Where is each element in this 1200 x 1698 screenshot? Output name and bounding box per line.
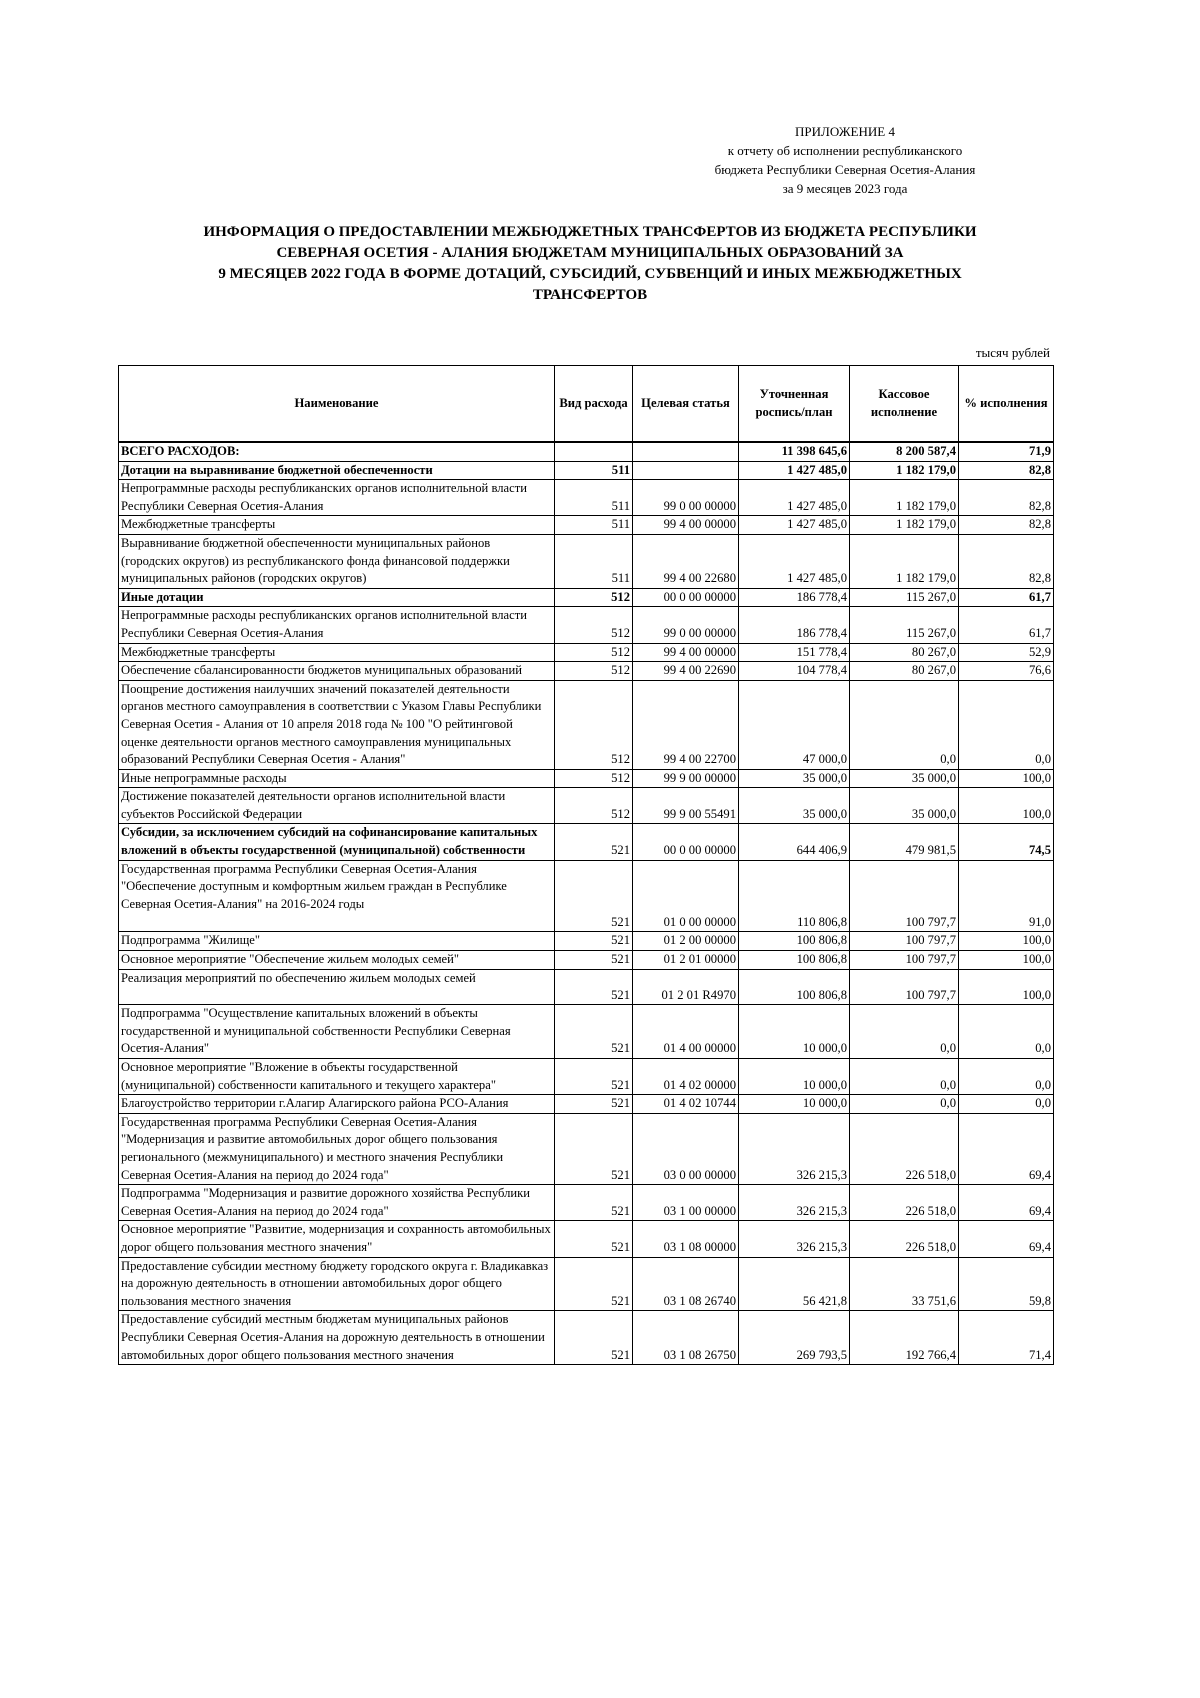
cell-expense-type: 512	[555, 588, 633, 607]
cell-execution: 100 797,7	[850, 932, 959, 951]
header-percent: % исполнения	[959, 366, 1054, 443]
table-row	[119, 1221, 1054, 1257]
cell-plan: 10 000,0	[739, 1005, 850, 1059]
cell-name: Государственная программа Республики Северная Осетия-Алания "Модернизация и развитие автомобильных дорог общего пользования регионального (межмуниципального) и местного значения Республики Северная Осетия-Алания на период до 2024 года"	[119, 1113, 555, 1184]
cell-name: Выравнивание бюджетной обеспеченности муниципальных районов (городских округов) из республиканского фонда финансовой поддержки муниципальных районов (городских округов)	[119, 534, 555, 588]
cell-name: Благоустройство территории г.Алагир Алагирского района РСО-Алания	[119, 1095, 555, 1114]
cell-plan: 326 215,3	[739, 1113, 850, 1184]
cell-percent: 69,4	[959, 1113, 1054, 1184]
cell-percent: 100,0	[959, 932, 1054, 951]
cell-expense-type: 512	[555, 769, 633, 788]
cell-percent: 76,6	[959, 662, 1054, 681]
cell-target-article: 01 4 02 10744	[633, 1095, 739, 1114]
header-expense-type: Вид расхода	[555, 366, 633, 443]
cell-expense-type: 521	[555, 951, 633, 970]
table-row	[119, 932, 1054, 951]
cell-expense-type: 511	[555, 461, 633, 480]
cell-execution: 100 797,7	[850, 951, 959, 970]
cell-name: Иные непрограммные расходы	[119, 769, 555, 788]
cell-target-article: 99 0 00 00000	[633, 607, 739, 643]
cell-execution: 226 518,0	[850, 1113, 959, 1184]
appendix-number: ПРИЛОЖЕНИЕ 4	[795, 124, 895, 139]
cell-percent: 100,0	[959, 969, 1054, 1005]
table-row	[119, 1113, 1054, 1184]
table-row	[119, 1095, 1054, 1114]
cell-name: Реализация мероприятий по обеспечению жильем молодых семей	[119, 969, 555, 1005]
cell-target-article: 03 1 00 00000	[633, 1185, 739, 1221]
cell-execution: 1 182 179,0	[850, 461, 959, 480]
cell-name: Государственная программа Республики Северная Осетия-Алания "Обеспечение доступным и комфортным жильем граждан в Республике Северная Осетия-Алания" на 2016-2024 годы	[119, 860, 555, 932]
cell-percent: 91,0	[959, 860, 1054, 932]
cell-target-article: 99 4 00 00000	[633, 516, 739, 535]
cell-plan: 326 215,3	[739, 1221, 850, 1257]
cell-plan: 151 778,4	[739, 643, 850, 662]
cell-expense-type: 512	[555, 662, 633, 681]
cell-target-article: 99 9 00 55491	[633, 788, 739, 824]
cell-percent: 61,7	[959, 607, 1054, 643]
cell-target-article: 01 2 01 00000	[633, 951, 739, 970]
cell-percent: 59,8	[959, 1257, 1054, 1311]
table-row	[119, 516, 1054, 535]
cell-execution: 115 267,0	[850, 607, 959, 643]
cell-percent: 82,8	[959, 534, 1054, 588]
cell-percent: 71,4	[959, 1311, 1054, 1365]
cell-expense-type: 521	[555, 1257, 633, 1311]
cell-percent: 69,4	[959, 1185, 1054, 1221]
cell-target-article: 01 4 00 00000	[633, 1005, 739, 1059]
cell-execution: 115 267,0	[850, 588, 959, 607]
cell-target-article: 03 0 00 00000	[633, 1113, 739, 1184]
cell-name: Подпрограмма "Осуществление капитальных вложений в объекты государственной и муниципальной собственности Республики Северная Осетия-Алания"	[119, 1005, 555, 1059]
cell-name: Дотации на выравнивание бюджетной обеспеченности	[119, 461, 555, 480]
cell-expense-type: 511	[555, 480, 633, 516]
cell-expense-type: 521	[555, 1059, 633, 1095]
cell-percent: 0,0	[959, 1059, 1054, 1095]
cell-target-article: 99 4 00 22690	[633, 662, 739, 681]
cell-plan: 10 000,0	[739, 1059, 850, 1095]
cell-plan: 1 427 485,0	[739, 461, 850, 480]
cell-execution: 1 182 179,0	[850, 516, 959, 535]
cell-expense-type: 521	[555, 1221, 633, 1257]
table-row	[119, 680, 1054, 769]
cell-percent: 82,8	[959, 480, 1054, 516]
cell-plan: 104 778,4	[739, 662, 850, 681]
cell-target-article: 03 1 08 00000	[633, 1221, 739, 1257]
cell-target-article: 00 0 00 00000	[633, 588, 739, 607]
cell-target-article	[633, 461, 739, 480]
cell-expense-type	[555, 442, 633, 461]
cell-execution: 226 518,0	[850, 1221, 959, 1257]
cell-name: Подпрограмма "Жилище"	[119, 932, 555, 951]
cell-percent: 71,9	[959, 442, 1054, 461]
table-row	[119, 1005, 1054, 1059]
cell-percent: 74,5	[959, 824, 1054, 860]
cell-percent: 82,8	[959, 461, 1054, 480]
cell-execution: 0,0	[850, 680, 959, 769]
table-row	[119, 824, 1054, 860]
cell-percent: 100,0	[959, 788, 1054, 824]
appendix-header	[640, 122, 1050, 198]
cell-expense-type: 521	[555, 969, 633, 1005]
cell-plan: 1 427 485,0	[739, 534, 850, 588]
cell-expense-type: 512	[555, 643, 633, 662]
cell-execution: 35 000,0	[850, 788, 959, 824]
cell-plan: 186 778,4	[739, 588, 850, 607]
table-row	[119, 442, 1054, 461]
cell-execution: 1 182 179,0	[850, 534, 959, 588]
cell-plan: 47 000,0	[739, 680, 850, 769]
cell-name: Иные дотации	[119, 588, 555, 607]
table-row	[119, 662, 1054, 681]
cell-execution: 35 000,0	[850, 769, 959, 788]
appendix-line: за 9 месяцев 2023 года	[782, 181, 908, 196]
cell-name: Обеспечение сбалансированности бюджетов муниципальных образований	[119, 662, 555, 681]
cell-plan: 1 427 485,0	[739, 480, 850, 516]
table-row	[119, 1257, 1054, 1311]
header-name: Наименование	[119, 366, 555, 443]
cell-target-article: 01 4 02 00000	[633, 1059, 739, 1095]
cell-plan: 1 427 485,0	[739, 516, 850, 535]
table-row	[119, 1185, 1054, 1221]
cell-target-article: 03 1 08 26750	[633, 1311, 739, 1365]
cell-name: Предоставление субсидии местному бюджету городского округа г. Владикавказ на дорожную деятельность в отношении автомобильных дорог общего пользования местного значения	[119, 1257, 555, 1311]
cell-expense-type: 521	[555, 860, 633, 932]
cell-plan: 644 406,9	[739, 824, 850, 860]
cell-target-article: 00 0 00 00000	[633, 824, 739, 860]
cell-name: Достижение показателей деятельности органов исполнительной власти субъектов Российской Федерации	[119, 788, 555, 824]
document-title	[150, 222, 1030, 306]
cell-expense-type: 521	[555, 932, 633, 951]
header-plan: Уточненная роспись/план	[739, 366, 850, 443]
cell-plan: 56 421,8	[739, 1257, 850, 1311]
cell-percent: 52,9	[959, 643, 1054, 662]
cell-execution: 0,0	[850, 1005, 959, 1059]
cell-name: Непрограммные расходы республиканских органов исполнительной власти Республики Северная Осетия-Алания	[119, 480, 555, 516]
table-row	[119, 969, 1054, 1005]
cell-execution: 479 981,5	[850, 824, 959, 860]
cell-plan: 35 000,0	[739, 788, 850, 824]
cell-target-article: 99 0 00 00000	[633, 480, 739, 516]
cell-target-article: 01 0 00 00000	[633, 860, 739, 932]
cell-expense-type: 512	[555, 680, 633, 769]
cell-target-article: 99 9 00 00000	[633, 769, 739, 788]
table-row	[119, 534, 1054, 588]
appendix-line: бюджета Республики Северная Осетия-Алания	[714, 162, 976, 177]
table-row	[119, 588, 1054, 607]
table-row	[119, 860, 1054, 932]
cell-percent: 100,0	[959, 951, 1054, 970]
cell-plan: 11 398 645,6	[739, 442, 850, 461]
cell-name: Основное мероприятие "Вложение в объекты государственной (муниципальной) собственности капитального и текущего характера"	[119, 1059, 555, 1095]
table-row	[119, 1059, 1054, 1095]
cell-expense-type: 521	[555, 1113, 633, 1184]
cell-target-article: 99 4 00 00000	[633, 643, 739, 662]
cell-name: Межбюджетные трансферты	[119, 643, 555, 662]
cell-plan: 326 215,3	[739, 1185, 850, 1221]
table-row	[119, 461, 1054, 480]
cell-target-article	[633, 442, 739, 461]
cell-expense-type: 512	[555, 607, 633, 643]
cell-plan: 100 806,8	[739, 932, 850, 951]
cell-plan: 100 806,8	[739, 969, 850, 1005]
title-line: СЕВЕРНАЯ ОСЕТИЯ - АЛАНИЯ БЮДЖЕТАМ МУНИЦИПАЛЬНЫХ ОБРАЗОВАНИЙ ЗА	[276, 245, 904, 261]
cell-execution: 226 518,0	[850, 1185, 959, 1221]
cell-plan: 110 806,8	[739, 860, 850, 932]
header-execution: Кассовое исполнение	[850, 366, 959, 443]
units-label: тысяч рублей	[975, 345, 1050, 360]
appendix-line: к отчету об исполнении республиканского	[727, 143, 963, 158]
table-row	[119, 607, 1054, 643]
cell-plan: 10 000,0	[739, 1095, 850, 1114]
cell-name: Поощрение достижения наилучших значений показателей деятельности органов местного самоуправления в соответствии с Указом Главы Республики Северная Осетия - Алания от 10 апреля 2018 года № 100 "О рейтинговой оценке деятельности органов местного самоуправления муниципальных образований Республики Северная Осетия - Алания"	[119, 680, 555, 769]
cell-percent: 100,0	[959, 769, 1054, 788]
table-row	[119, 769, 1054, 788]
title-line: ТРАНСФЕРТОВ	[532, 287, 648, 303]
cell-expense-type: 511	[555, 516, 633, 535]
cell-name: ВСЕГО РАСХОДОВ:	[119, 442, 555, 461]
cell-name: Межбюджетные трансферты	[119, 516, 555, 535]
cell-percent: 0,0	[959, 1005, 1054, 1059]
cell-plan: 100 806,8	[739, 951, 850, 970]
cell-expense-type: 521	[555, 1311, 633, 1365]
cell-name: Предоставление субсидий местным бюджетам муниципальных районов Республики Северная Осетия-Алания на дорожную деятельность в отношении автомобильных дорог общего пользования местного значения	[119, 1311, 555, 1365]
cell-expense-type: 521	[555, 824, 633, 860]
cell-execution: 1 182 179,0	[850, 480, 959, 516]
cell-expense-type: 512	[555, 788, 633, 824]
cell-percent: 69,4	[959, 1221, 1054, 1257]
cell-execution: 33 751,6	[850, 1257, 959, 1311]
cell-target-article: 99 4 00 22700	[633, 680, 739, 769]
header-target-article: Целевая статья	[633, 366, 739, 443]
cell-execution: 0,0	[850, 1059, 959, 1095]
cell-plan: 35 000,0	[739, 769, 850, 788]
cell-name: Подпрограмма "Модернизация и развитие дорожного хозяйства Республики Северная Осетия-Алания на период до 2024 года"	[119, 1185, 555, 1221]
cell-execution: 8 200 587,4	[850, 442, 959, 461]
cell-expense-type: 511	[555, 534, 633, 588]
cell-target-article: 01 2 00 00000	[633, 932, 739, 951]
cell-name: Основное мероприятие "Развитие, модернизация и сохранность автомобильных дорог общего пользования местного значения"	[119, 1221, 555, 1257]
transfers-table	[118, 365, 1054, 1365]
cell-name: Основное мероприятие "Обеспечение жильем молодых семей"	[119, 951, 555, 970]
cell-execution: 80 267,0	[850, 662, 959, 681]
cell-name: Субсидии, за исключением субсидий на софинансирование капитальных вложений в объекты государственной (муниципальной) собственности	[119, 824, 555, 860]
cell-percent: 61,7	[959, 588, 1054, 607]
cell-expense-type: 521	[555, 1095, 633, 1114]
cell-execution: 80 267,0	[850, 643, 959, 662]
cell-name: Непрограммные расходы республиканских органов исполнительной власти Республики Северная Осетия-Алания	[119, 607, 555, 643]
cell-percent: 0,0	[959, 1095, 1054, 1114]
cell-expense-type: 521	[555, 1185, 633, 1221]
cell-execution: 192 766,4	[850, 1311, 959, 1365]
cell-target-article: 03 1 08 26740	[633, 1257, 739, 1311]
cell-execution: 100 797,7	[850, 860, 959, 932]
title-line: 9 МЕСЯЦЕВ 2022 ГОДА В ФОРМЕ ДОТАЦИЙ, СУБСИДИЙ, СУБВЕНЦИЙ И ИНЫХ МЕЖБЮДЖЕТНЫХ	[218, 266, 962, 282]
table-row	[119, 1311, 1054, 1365]
table-row	[119, 480, 1054, 516]
cell-plan: 269 793,5	[739, 1311, 850, 1365]
table-row	[119, 788, 1054, 824]
table-row	[119, 643, 1054, 662]
table-row	[119, 951, 1054, 970]
cell-execution: 0,0	[850, 1095, 959, 1114]
cell-percent: 0,0	[959, 680, 1054, 769]
cell-percent: 82,8	[959, 516, 1054, 535]
cell-target-article: 99 4 00 22680	[633, 534, 739, 588]
cell-plan: 186 778,4	[739, 607, 850, 643]
title-line: ИНФОРМАЦИЯ О ПРЕДОСТАВЛЕНИИ МЕЖБЮДЖЕТНЫХ ТРАНСФЕРТОВ ИЗ БЮДЖЕТА РЕСПУБЛИКИ	[203, 224, 977, 240]
cell-execution: 100 797,7	[850, 969, 959, 1005]
table-header-row	[119, 366, 1054, 443]
cell-target-article: 01 2 01 R4970	[633, 969, 739, 1005]
cell-expense-type: 521	[555, 1005, 633, 1059]
